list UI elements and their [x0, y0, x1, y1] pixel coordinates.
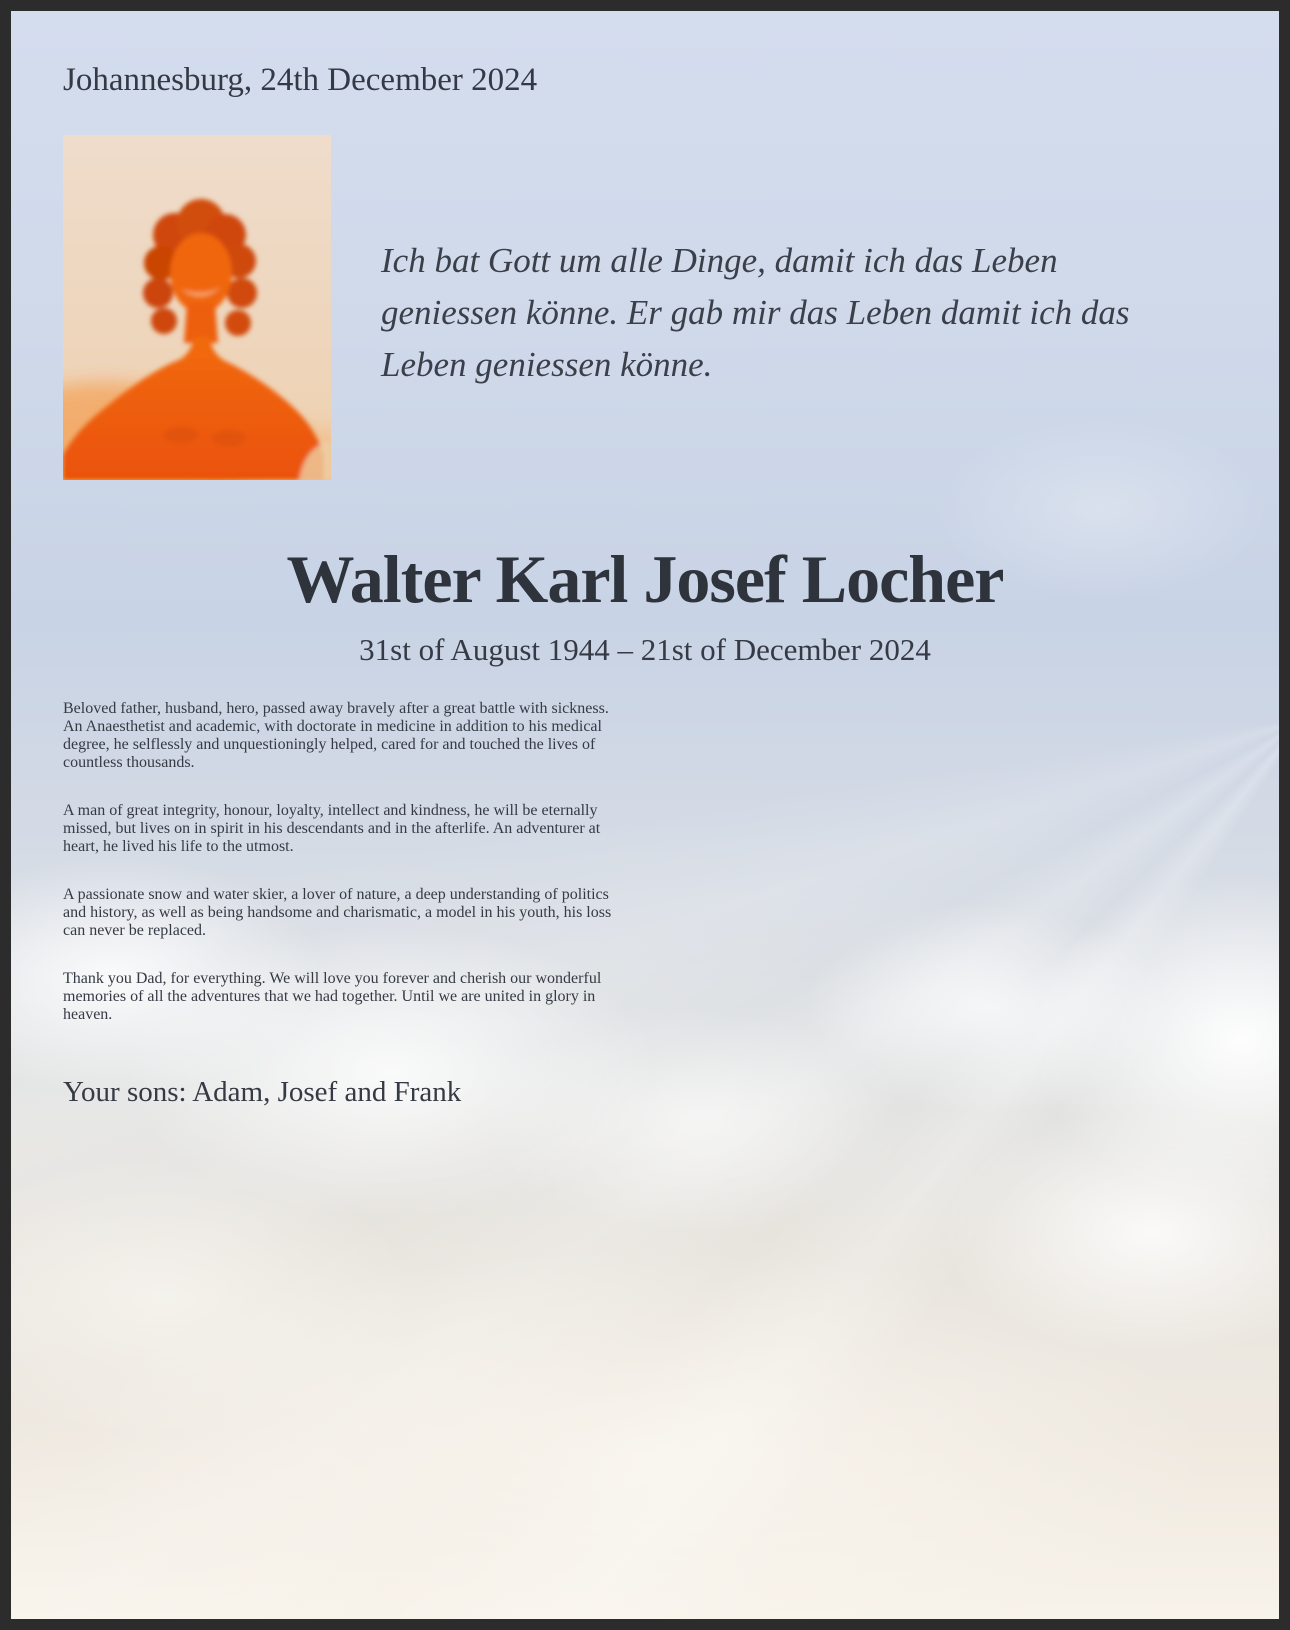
dateline: Johannesburg, 24th December 2024 [63, 62, 538, 98]
paragraph-line: countless thousands. [63, 754, 195, 772]
signoff: Your sons: Adam, Josef and Frank [63, 1076, 462, 1109]
paragraph-line: heaven. [63, 1006, 113, 1024]
paragraph-line: A man of great integrity, honour, loyalty, intellect and kindness, he will be eternally [63, 802, 598, 820]
life-dates: 31st of August 1944 – 21st of December 2024 [359, 632, 931, 668]
quote-line-2: geniessen könne. Er gab mir das Leben damit ich das [381, 292, 1130, 332]
paragraph-line: Thank you Dad, for everything. We will love you forever and cherish our wonderful [63, 970, 602, 988]
paragraph-line: and history, as well as being handsome and charismatic, a model in his youth, his loss [63, 904, 612, 922]
quote-line-3: Leben geniessen könne. [381, 344, 713, 384]
quote-line-1: Ich bat Gott um alle Dinge, damit ich das Leben [381, 240, 1058, 280]
paragraph-line: heart, he lived his life to the utmost. [63, 838, 294, 856]
paragraph-line: Beloved father, husband, hero, passed away bravely after a great battle with sickness. [63, 700, 609, 718]
paragraph-line: An Anaesthetist and academic, with doctorate in medicine in addition to his medical [63, 718, 602, 736]
header-row [63, 135, 1227, 480]
obituary-body [63, 700, 1227, 1024]
paragraph-line: can never be replaced. [63, 922, 207, 940]
obituary-content [11, 58, 1279, 1113]
paragraph-line: A passionate snow and water skier, a lover of nature, a deep understanding of politics [63, 886, 609, 904]
paragraph-line: missed, but lives on in spirit in his descendants and in the afterlife. An adventurer at [63, 820, 601, 838]
paragraph-line: memories of all the adventures that we had together. Until we are united in glory in [63, 988, 596, 1006]
paragraph-line: degree, he selflessly and unquestioningly helped, cared for and touched the lives of [63, 736, 596, 754]
portrait-photo-illustration [63, 135, 331, 480]
deceased-name: Walter Karl Josef Locher [286, 540, 1004, 617]
portrait-photo [63, 135, 331, 480]
memorial-quote [381, 135, 1130, 480]
